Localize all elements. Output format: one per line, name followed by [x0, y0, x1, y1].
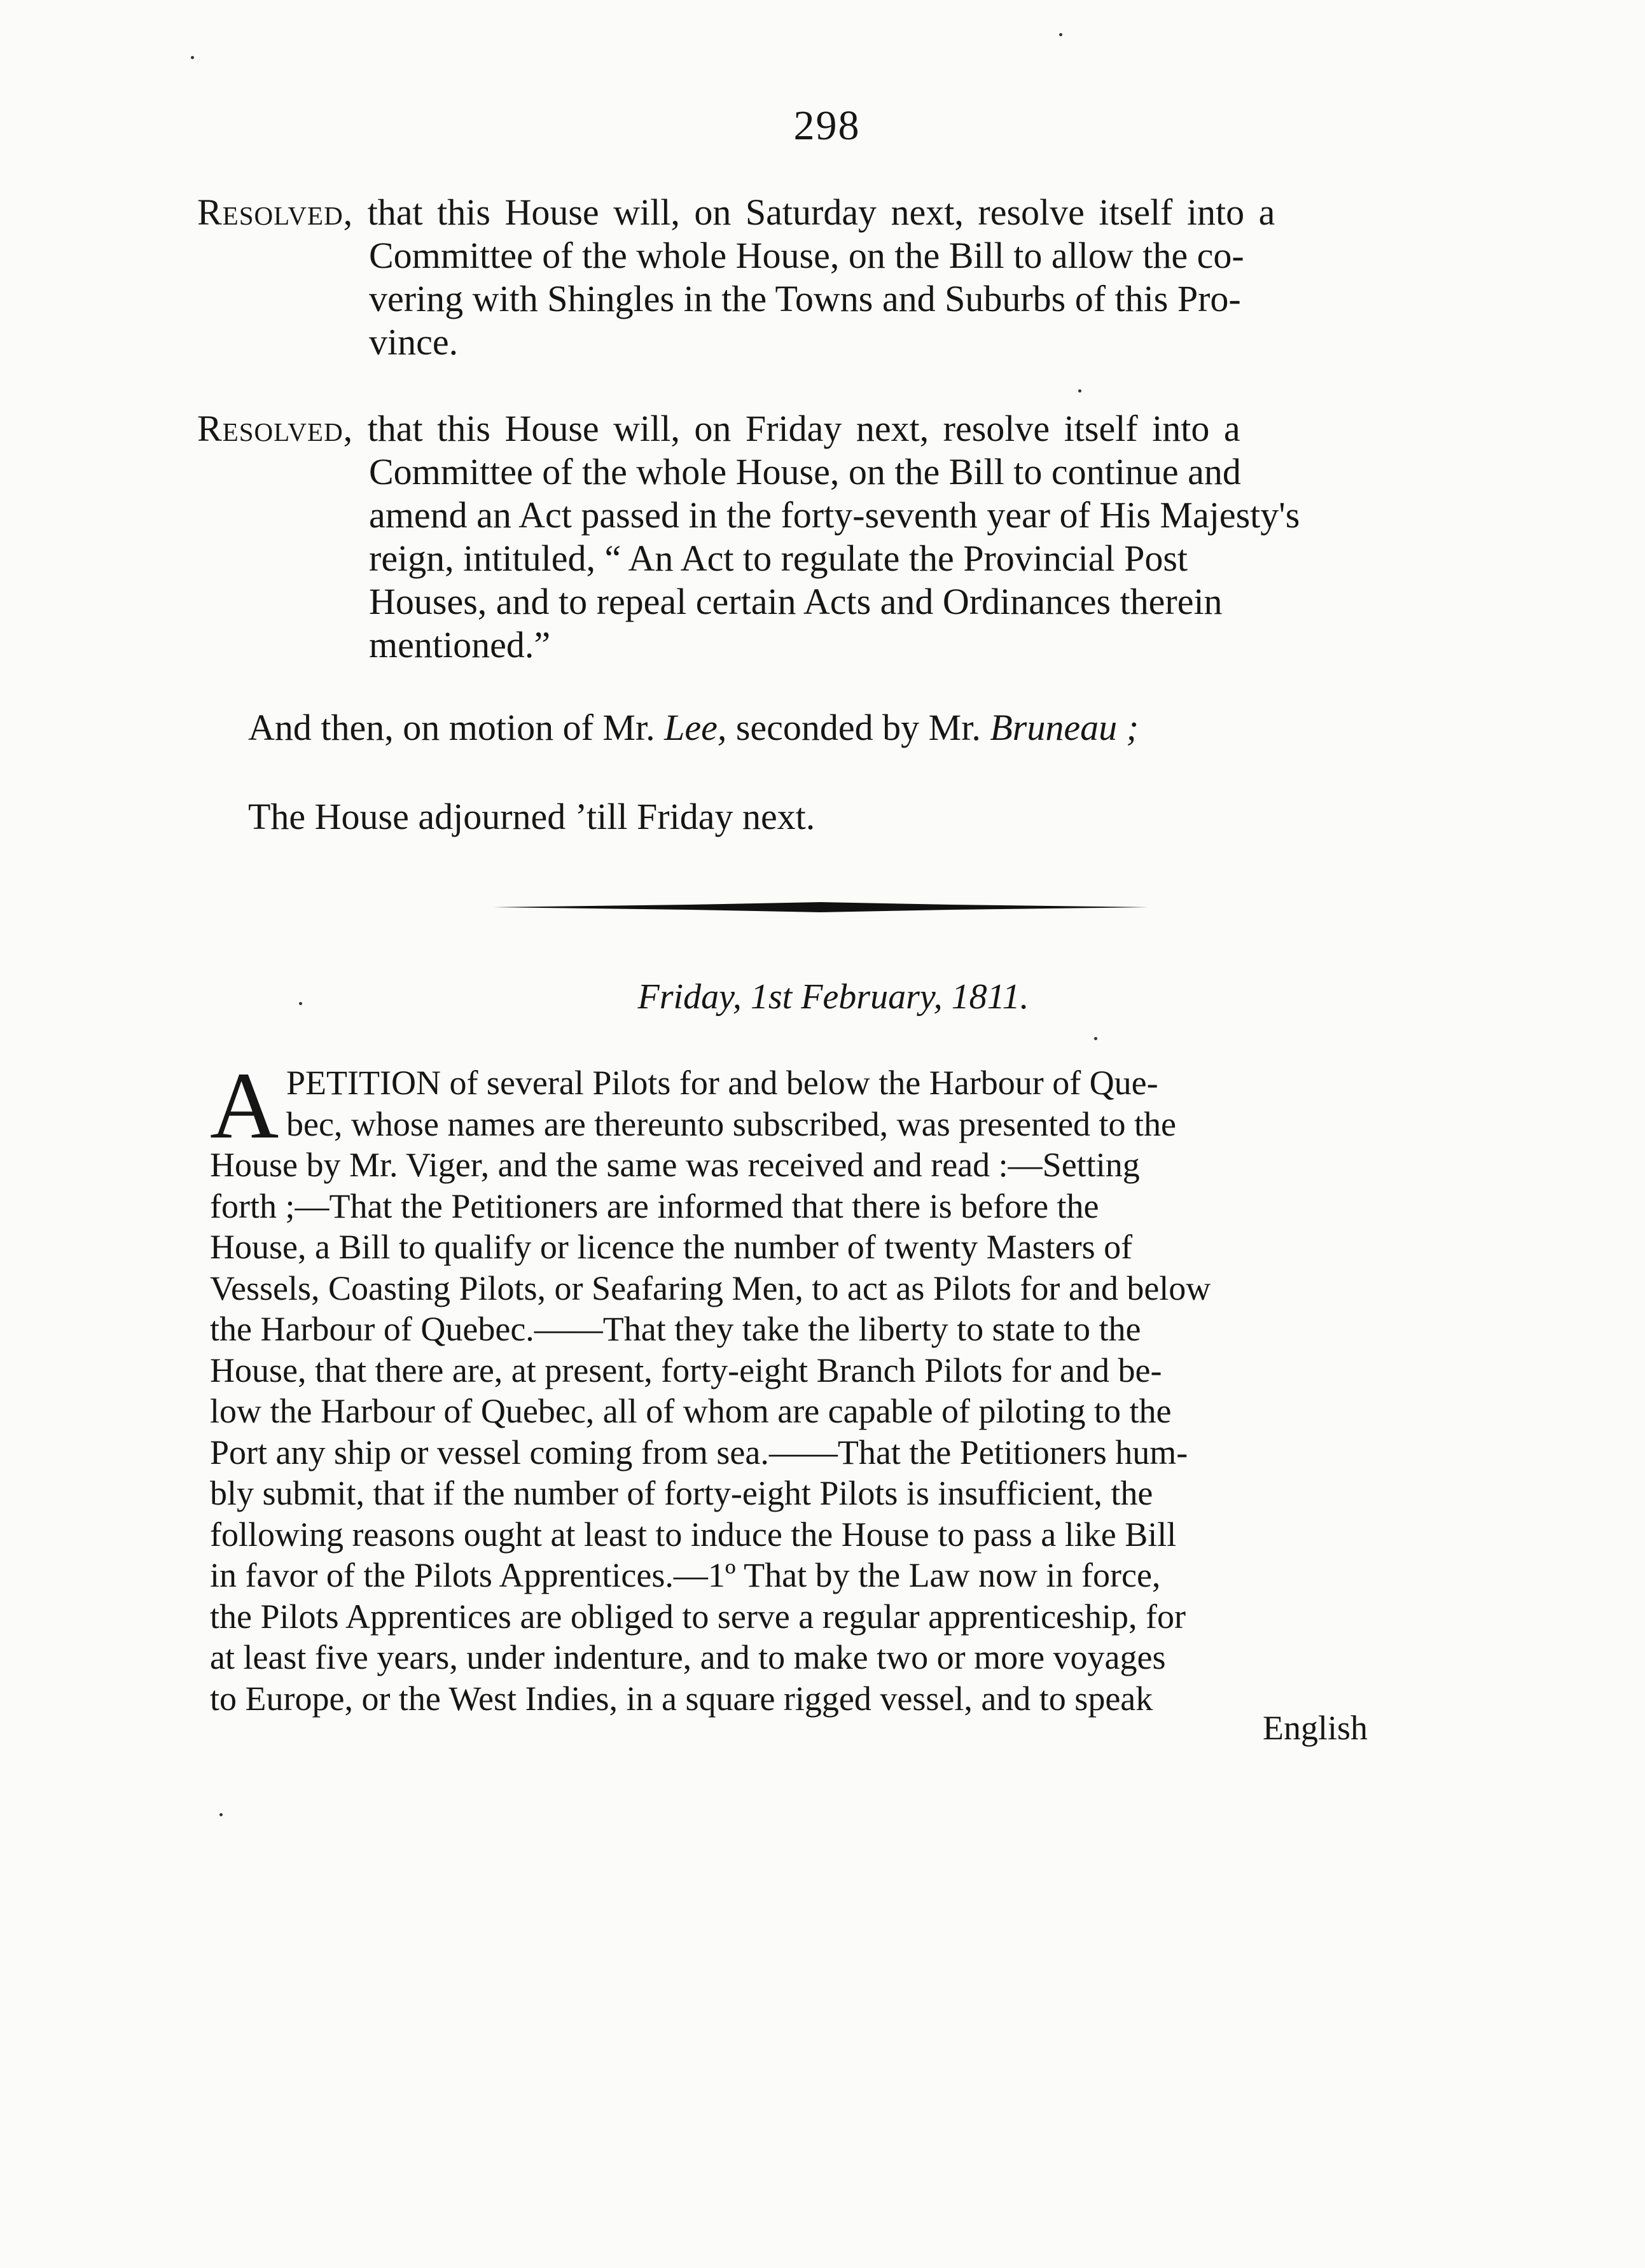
paper-speck [191, 56, 194, 59]
petition-line: low the Harbour of Quebec, all of whom are capable of piloting to the [210, 1392, 1172, 1430]
petition-line: House, that there are, at present, forty-eight Branch Pilots for and be- [210, 1351, 1162, 1389]
paper-speck [219, 1813, 223, 1816]
resolution-line: that this House will, on Saturday next, resolve itself into a [367, 191, 1275, 233]
resolution-line: reign, intituled, “ An Act to regulate the Provincial Post [369, 538, 1188, 579]
petition-line: House by Mr. Viger, and the same was received and read :—Setting [210, 1146, 1140, 1184]
resolved-lead-word: Resolved, [197, 408, 354, 449]
petition-line: the Harbour of Quebec.——That they take the liberty to state to the [210, 1310, 1141, 1348]
petition-paragraph [210, 1053, 1428, 1719]
petition-line: at least five years, under indenture, and to make two or more voyages [210, 1638, 1166, 1676]
seconder-name: Bruneau ; [990, 707, 1139, 748]
resolution-line: vering with Shingles in the Towns and Suburbs of this Pro- [369, 278, 1241, 319]
petition-line: PETITION of several Pilots for and below the Harbour of Que- [286, 1064, 1158, 1102]
petition-line: to Europe, or the West Indies, in a square rigged vessel, and to speak [210, 1679, 1153, 1718]
resolution-line: Committee of the whole House, on the Bill to allow the co- [369, 235, 1244, 276]
paper-speck [1094, 1037, 1097, 1040]
resolution-saturday [197, 191, 1275, 364]
petition-line: House, a Bill to qualify or licence the number of twenty Masters of [210, 1228, 1133, 1266]
resolution-line: Committee of the whole House, on the Bill to continue and [369, 451, 1241, 492]
petition-line: following reasons ought at least to induce the House to pass a like Bill [210, 1515, 1177, 1554]
petition-line: Vessels, Coasting Pilots, or Seafaring Men, to act as Pilots for and below [210, 1269, 1211, 1307]
petition-line: forth ;—That the Petitioners are informed that there is before the [210, 1186, 1099, 1225]
catchword: English [1263, 1709, 1368, 1747]
date-heading: Friday, 1st February, 1811. [637, 977, 1029, 1017]
petition-line: bec, whose names are thereunto subscribed, was presented to the [286, 1104, 1177, 1143]
petition-line: Port any ship or vessel coming from sea.——That the Petitioners hum- [210, 1433, 1188, 1471]
petition-line: bly submit, that if the number of forty-eight Pilots is insufficient, the [210, 1474, 1153, 1512]
petition-line: the Pilots Apprentices are obliged to serve a regular apprenticeship, for [210, 1597, 1186, 1636]
resolution-line: mentioned.” [369, 624, 551, 665]
section-divider [493, 902, 1148, 912]
resolution-friday [197, 407, 1300, 667]
resolution-line: amend an Act passed in the forty-seventh year of His Majesty's [369, 494, 1300, 536]
resolution-line: Houses, and to repeal certain Acts and Ordinances therein [369, 581, 1223, 622]
motion-line: And then, on motion of Mr. Lee, seconded by Mr. Bruneau ; [248, 707, 1139, 748]
drop-cap: A [210, 1053, 279, 1158]
adjournment-line: The House adjourned ’till Friday next. [248, 796, 816, 837]
paper-speck [1059, 33, 1062, 36]
resolution-line: that this House will, on Friday next, resolve itself into a [367, 408, 1240, 449]
petition-line: in favor of the Pilots Apprentices.—1º That by the Law now in force, [210, 1556, 1161, 1594]
paper-speck [1078, 389, 1081, 393]
paper-speck [299, 1002, 302, 1005]
resolved-lead-word: Resolved, [197, 191, 354, 233]
page-number: 298 [793, 102, 861, 149]
mover-name: Lee, [664, 707, 727, 748]
resolution-line: vince. [369, 321, 459, 363]
